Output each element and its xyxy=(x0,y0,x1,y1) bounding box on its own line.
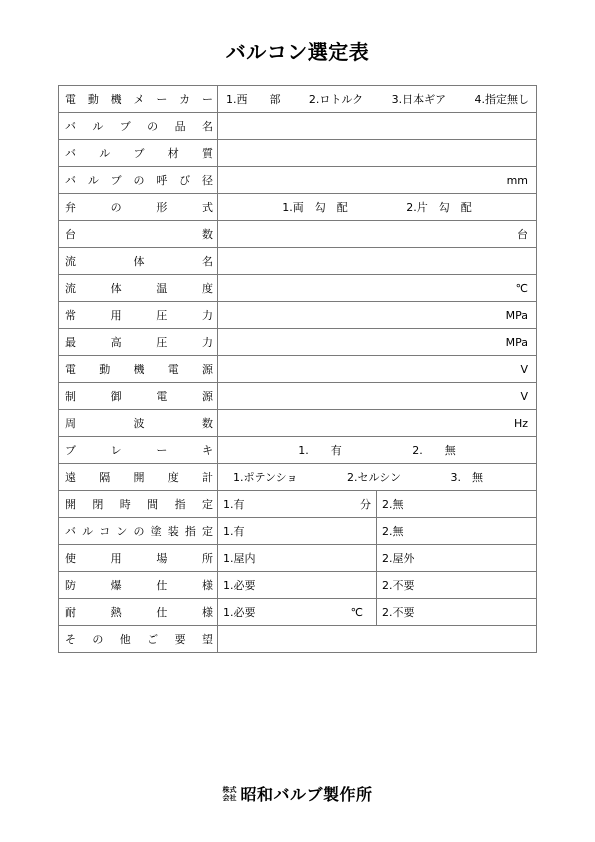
label-char: 耐 xyxy=(65,606,76,619)
label-valve-material xyxy=(59,140,218,167)
label-char: 塗 xyxy=(150,525,162,538)
label-motor-power xyxy=(59,356,218,383)
label-char: 爆 xyxy=(110,579,122,592)
unit-volt: V xyxy=(520,389,528,403)
label-frequency xyxy=(59,410,218,437)
label-char: ル xyxy=(92,120,104,133)
field-open-close-time-yes[interactable] xyxy=(218,491,377,518)
label-char: 最 xyxy=(65,336,76,349)
label-char: レ xyxy=(110,444,122,457)
field-fluid-temp[interactable] xyxy=(218,275,537,302)
option-explosion-required[interactable]: 1.必要 xyxy=(223,579,256,592)
row-motor-power xyxy=(59,356,537,383)
field-heat-resistant-required[interactable] xyxy=(218,599,377,626)
label-char: 品 xyxy=(174,120,186,133)
label-char: 閉 xyxy=(92,498,104,511)
label-remote-indicator xyxy=(59,464,218,491)
row-valve-name xyxy=(59,113,537,140)
label-open-close-time xyxy=(59,491,218,518)
option-indoor[interactable]: 1.屋内 xyxy=(223,552,256,565)
label-char: 開 xyxy=(65,498,76,511)
label-fluid-name xyxy=(59,248,218,275)
label-char: 体 xyxy=(133,255,145,268)
label-char: 材 xyxy=(167,147,179,160)
label-char: の xyxy=(147,120,159,133)
row-explosion-proof xyxy=(59,572,537,599)
option-no-preference[interactable]: 4.指定無し xyxy=(474,93,529,106)
label-char: ル xyxy=(82,525,94,538)
label-char: の xyxy=(110,201,122,214)
label-char: 電 xyxy=(167,363,179,376)
field-valve-type[interactable] xyxy=(218,194,537,221)
field-control-power[interactable] xyxy=(218,383,537,410)
selection-form-table xyxy=(58,85,537,653)
label-char: 様 xyxy=(201,606,213,619)
row-max-pressure xyxy=(59,329,537,356)
label-char: 望 xyxy=(201,633,213,646)
label-char: 圧 xyxy=(156,336,168,349)
label-char: そ xyxy=(65,633,76,646)
label-explosion-proof xyxy=(59,572,218,599)
label-char: 体 xyxy=(110,282,122,295)
option-potentiometer[interactable]: 1.ポテンショ xyxy=(233,471,298,484)
label-char: 動 xyxy=(99,363,111,376)
label-char: キ xyxy=(201,444,213,457)
label-char: ブ xyxy=(65,444,76,457)
field-valve-name[interactable] xyxy=(218,113,537,140)
label-char: 計 xyxy=(202,471,213,484)
label-char: 指 xyxy=(184,525,196,538)
field-valve-size[interactable] xyxy=(218,167,537,194)
field-explosion-proof-not-required[interactable] xyxy=(377,572,537,599)
unit-mm: mm xyxy=(506,173,528,187)
row-motor-maker xyxy=(59,86,537,113)
label-char: 名 xyxy=(201,120,213,133)
label-char: 高 xyxy=(110,336,122,349)
label-char: 機 xyxy=(133,363,145,376)
row-fluid-name xyxy=(59,248,537,275)
unit-minutes: 分 xyxy=(360,498,371,511)
company-footer xyxy=(0,782,595,805)
field-valve-material[interactable] xyxy=(218,140,537,167)
option-nihon-gear[interactable]: 3.日本ギア xyxy=(391,93,447,106)
label-char: 流 xyxy=(65,255,76,268)
label-char: ル xyxy=(99,147,111,160)
label-heat-resistant xyxy=(59,599,218,626)
label-char: 仕 xyxy=(156,606,168,619)
label-char: 御 xyxy=(110,390,122,403)
option-painting-yes[interactable]: 1.有 xyxy=(223,525,245,538)
label-valve-type xyxy=(59,194,218,221)
row-painting xyxy=(59,518,537,545)
label-brake xyxy=(59,437,218,464)
field-max-pressure[interactable] xyxy=(218,329,537,356)
label-char: の xyxy=(92,633,104,646)
option-indicator-none[interactable]: 3. 無 xyxy=(450,471,483,484)
label-char: ブ xyxy=(133,147,145,160)
field-brake[interactable] xyxy=(218,437,537,464)
label-char: 数 xyxy=(202,228,213,241)
unit-celsius: ℃ xyxy=(350,605,363,619)
option-rotork[interactable]: 2.ロトルク xyxy=(308,93,364,106)
label-char: 度 xyxy=(167,471,179,484)
label-char: 他 xyxy=(119,633,131,646)
label-max-pressure xyxy=(59,329,218,356)
label-char: 様 xyxy=(201,579,213,592)
option-time-yes[interactable]: 1.有 xyxy=(223,498,245,511)
label-quantity xyxy=(59,221,218,248)
row-valve-type xyxy=(59,194,537,221)
option-time-no[interactable]: 2.無 xyxy=(382,498,404,511)
label-char: 径 xyxy=(201,174,213,187)
label-char: 遠 xyxy=(65,471,76,484)
label-char: 式 xyxy=(201,201,213,214)
label-char: メ xyxy=(133,93,145,106)
row-heat-resistant xyxy=(59,599,537,626)
label-char: 使 xyxy=(65,552,76,565)
label-char: 場 xyxy=(156,552,168,565)
label-char: 指 xyxy=(174,498,186,511)
label-char: 形 xyxy=(156,201,168,214)
label-char: 熱 xyxy=(110,606,122,619)
label-char: ブ xyxy=(110,174,122,187)
label-valve-size xyxy=(59,167,218,194)
row-brake xyxy=(59,437,537,464)
row-open-close-time xyxy=(59,491,537,518)
label-char: コ xyxy=(99,525,111,538)
field-explosion-proof-required[interactable] xyxy=(218,572,377,599)
label-char: 周 xyxy=(65,417,76,430)
label-char: 開 xyxy=(133,471,145,484)
label-char: 質 xyxy=(202,147,213,160)
label-fluid-temp xyxy=(59,275,218,302)
label-char: 名 xyxy=(202,255,213,268)
field-frequency[interactable] xyxy=(218,410,537,437)
option-selsyn[interactable]: 2.セルシン xyxy=(347,471,401,484)
row-quantity xyxy=(59,221,537,248)
row-location xyxy=(59,545,537,572)
label-char: 定 xyxy=(201,498,213,511)
label-char: バ xyxy=(65,147,76,160)
field-open-close-time-no[interactable] xyxy=(377,491,537,518)
field-motor-maker[interactable] xyxy=(218,86,537,113)
row-valve-material xyxy=(59,140,537,167)
option-brake-no[interactable]: 2. 無 xyxy=(412,444,456,457)
label-char: 波 xyxy=(133,417,145,430)
field-fluid-name[interactable] xyxy=(218,248,537,275)
label-control-power xyxy=(59,383,218,410)
label-char: 用 xyxy=(110,552,122,565)
label-char: 流 xyxy=(65,282,76,295)
label-char: 定 xyxy=(202,525,213,538)
label-char: 源 xyxy=(201,390,213,403)
label-char: の xyxy=(133,525,145,538)
label-other-requests xyxy=(59,626,218,653)
unit-celsius: ℃ xyxy=(515,281,528,295)
field-quantity[interactable] xyxy=(218,221,537,248)
option-single-slope[interactable]: 2.片 勾 配 xyxy=(406,201,472,214)
label-char: ー xyxy=(156,444,168,457)
kabushiki-top: 株式 xyxy=(222,785,237,794)
label-char: の xyxy=(133,174,145,187)
label-char: 数 xyxy=(202,417,213,430)
label-char: 台 xyxy=(65,228,76,241)
label-char: ン xyxy=(116,525,128,538)
row-other-requests xyxy=(59,626,537,653)
label-char: 電 xyxy=(65,363,76,376)
page-title: バルコン選定表 xyxy=(225,40,370,64)
label-char: ご xyxy=(147,633,159,646)
field-other-requests[interactable] xyxy=(218,626,537,653)
field-painting-yes[interactable] xyxy=(218,518,377,545)
option-heat-required[interactable]: 1.必要 xyxy=(223,606,256,619)
label-char: バ xyxy=(65,120,76,133)
label-char: び xyxy=(179,174,191,187)
field-painting-no[interactable] xyxy=(377,518,537,545)
label-char: 仕 xyxy=(156,579,168,592)
unit-dai: 台 xyxy=(517,228,528,241)
label-char: 用 xyxy=(110,309,122,322)
row-remote-indicator xyxy=(59,464,537,491)
label-char: 装 xyxy=(167,525,179,538)
label-char: 間 xyxy=(147,498,159,511)
label-char: 圧 xyxy=(156,309,168,322)
label-char: 呼 xyxy=(156,174,168,187)
label-char: 電 xyxy=(156,390,168,403)
unit-volt: V xyxy=(520,362,528,376)
option-brake-yes[interactable]: 1. 有 xyxy=(298,444,342,457)
label-char: ー xyxy=(201,93,213,106)
field-motor-power[interactable] xyxy=(218,356,537,383)
label-char: ル xyxy=(87,174,99,187)
label-char: 度 xyxy=(201,282,213,295)
label-char: 機 xyxy=(110,93,122,106)
label-char: 所 xyxy=(201,552,213,565)
label-char: 力 xyxy=(201,336,213,349)
field-heat-resistant-not-required[interactable] xyxy=(377,599,537,626)
kabushiki-gaisha-mark xyxy=(222,786,236,802)
label-char: 源 xyxy=(202,363,213,376)
field-working-pressure[interactable] xyxy=(218,302,537,329)
row-fluid-temp xyxy=(59,275,537,302)
option-outdoor[interactable]: 2.屋外 xyxy=(382,552,415,565)
label-motor-maker xyxy=(59,86,218,113)
label-char: 制 xyxy=(65,390,76,403)
company-name: 昭和バルブ製作所 xyxy=(240,785,373,804)
label-char: カ xyxy=(179,93,191,106)
row-working-pressure xyxy=(59,302,537,329)
label-painting xyxy=(59,518,218,545)
label-location xyxy=(59,545,218,572)
field-remote-indicator[interactable] xyxy=(218,464,537,491)
kabushiki-bottom: 会社 xyxy=(222,793,237,802)
label-char: 時 xyxy=(119,498,131,511)
label-char: 電 xyxy=(65,93,76,106)
label-char: 常 xyxy=(65,309,76,322)
unit-mpa: MPa xyxy=(505,335,528,349)
label-char: バ xyxy=(65,174,76,187)
option-heat-not-required[interactable]: 2.不要 xyxy=(382,606,415,619)
label-char: 要 xyxy=(174,633,186,646)
option-nishibu[interactable]: 1.西 部 xyxy=(226,93,281,106)
unit-mpa: MPa xyxy=(505,308,528,322)
row-valve-size xyxy=(59,167,537,194)
label-char: ー xyxy=(156,93,168,106)
field-location-outdoor[interactable] xyxy=(377,545,537,572)
label-char: 防 xyxy=(65,579,76,592)
row-frequency xyxy=(59,410,537,437)
label-char: 動 xyxy=(87,93,99,106)
option-explosion-not-required[interactable]: 2.不要 xyxy=(382,579,415,592)
label-char: 隔 xyxy=(99,471,111,484)
option-painting-no[interactable]: 2.無 xyxy=(382,525,404,538)
field-location-indoor[interactable] xyxy=(218,545,377,572)
label-char: バ xyxy=(65,525,76,538)
label-char: 温 xyxy=(156,282,168,295)
unit-hz: Hz xyxy=(513,416,528,430)
label-working-pressure xyxy=(59,302,218,329)
label-char: 力 xyxy=(201,309,213,322)
label-valve-name xyxy=(59,113,218,140)
row-control-power xyxy=(59,383,537,410)
label-char: ブ xyxy=(119,120,131,133)
option-double-slope[interactable]: 1.両 勾 配 xyxy=(282,201,348,214)
label-char: 弁 xyxy=(65,201,76,214)
